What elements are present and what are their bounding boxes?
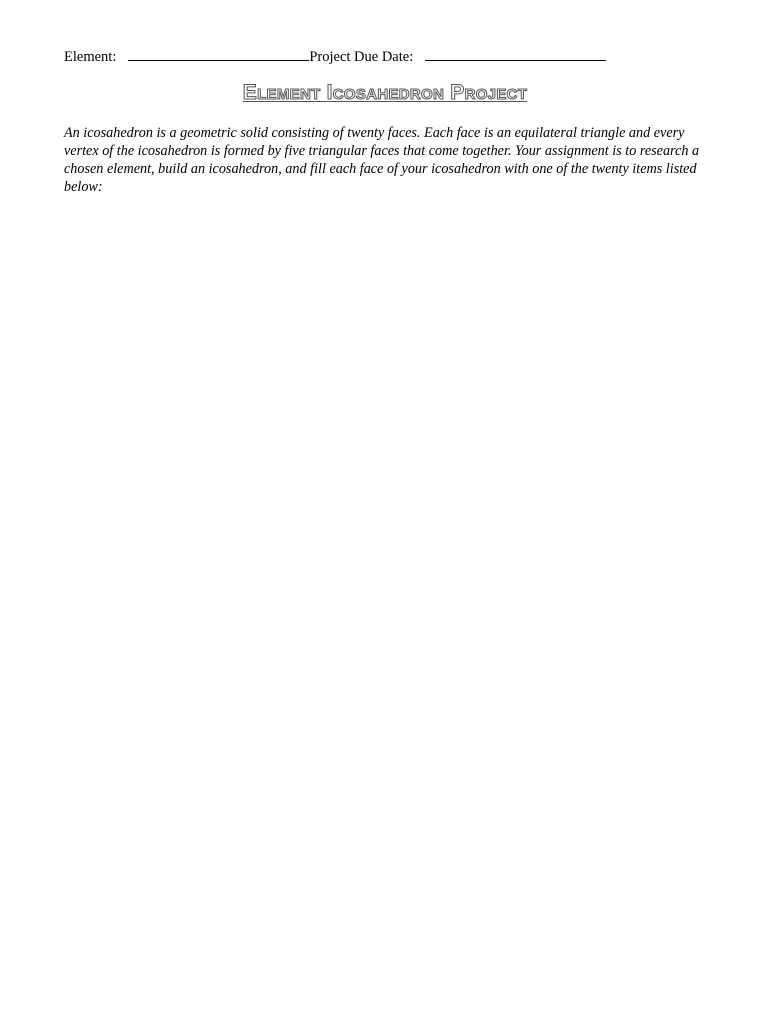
- page-title: Element Icosahedron Project: [242, 81, 528, 104]
- due-date-label: Project Due Date:: [309, 49, 414, 65]
- element-label: Element:: [64, 49, 117, 65]
- due-date-blank-line[interactable]: [425, 47, 606, 61]
- header-fields: [64, 47, 606, 66]
- intro-paragraph: An icosahedron is a geometric solid consisting of twenty faces. Each face is an equilateral triangle and every vertex of the icosahedron is formed by five triangular faces that come together. Your assignment is to research a chosen element, build an icosahedron, and fill each face of your icosahedron with one of the twenty items listed below:: [64, 125, 700, 195]
- element-blank-line[interactable]: [128, 47, 309, 61]
